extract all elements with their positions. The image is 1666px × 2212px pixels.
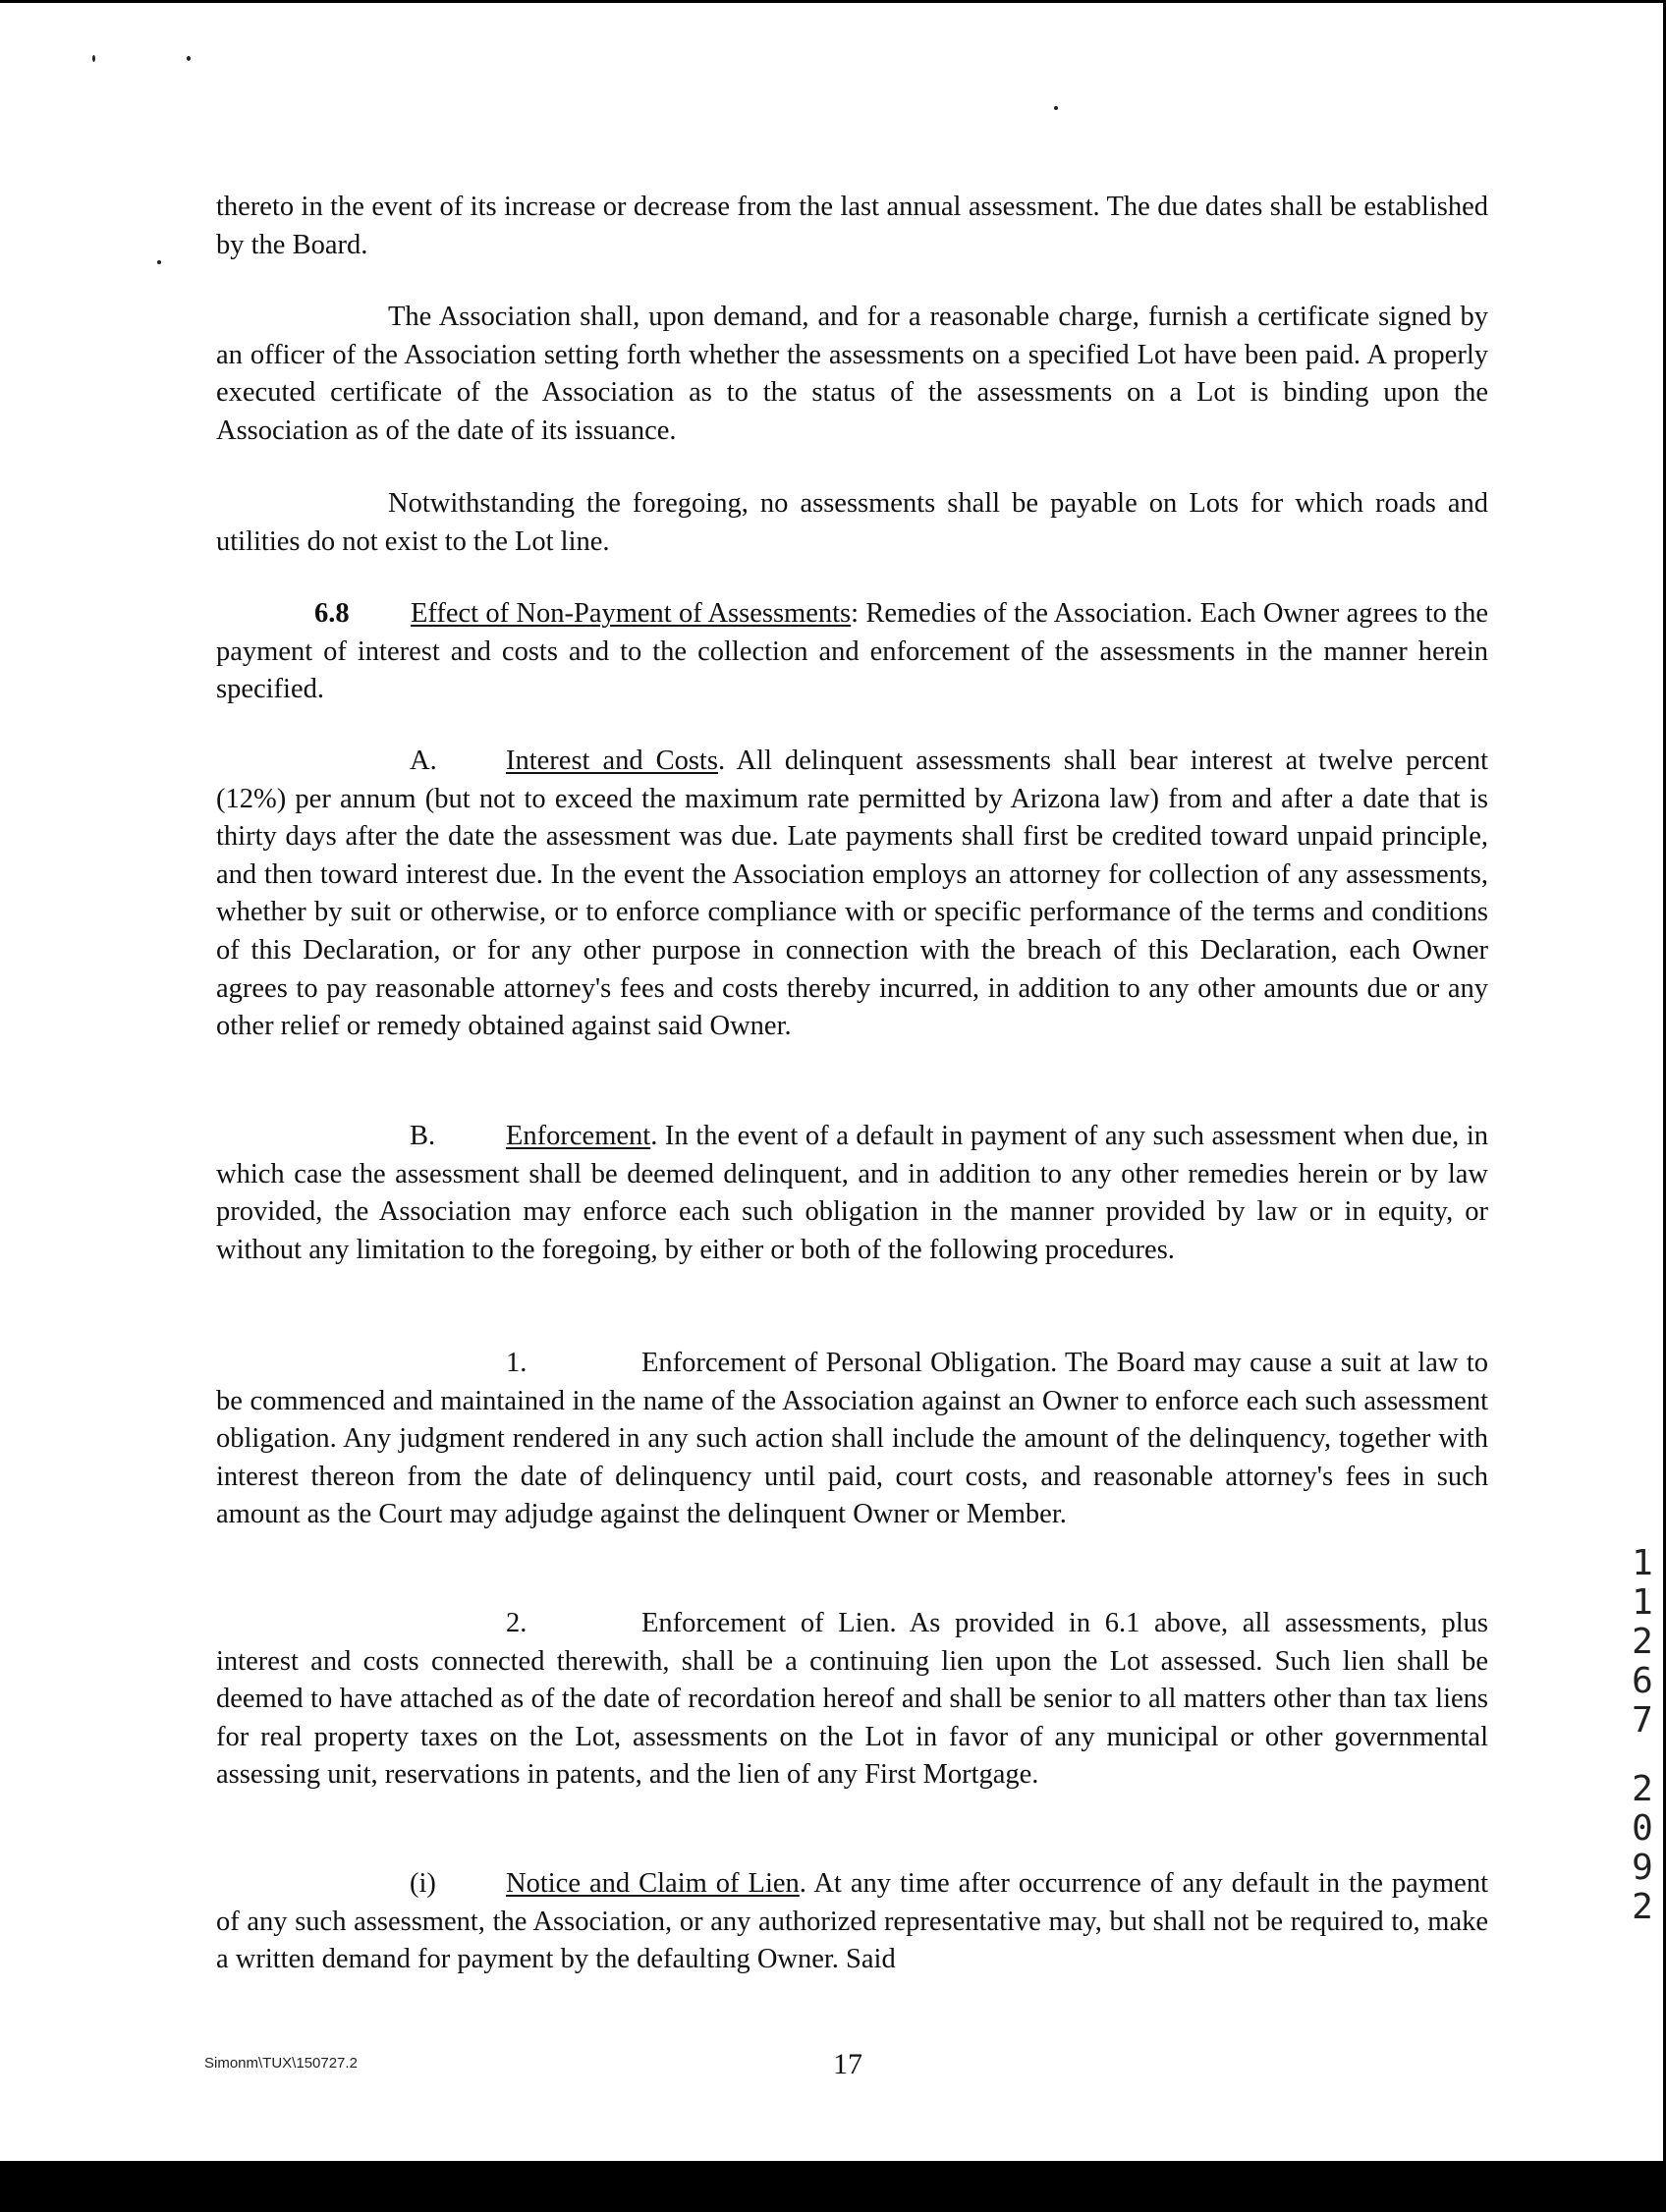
paragraph-certificate: The Association shall, upon demand, and for a reasonable charge, furnish a certificate signed by an officer of the Association setting forth whether the assessments on a specified Lot have been paid. A properly executed certificate of the Association as to the status of the assessments on a Lot is binding upon the Association as of the date of its issuance. [216, 302, 1488, 446]
stamp-digit: 2 [1632, 1622, 1653, 1662]
scan-speck [92, 55, 95, 62]
stamp-digit: 6 [1632, 1661, 1653, 1701]
scan-bottom-bar [0, 2161, 1666, 2212]
footer-document-id: Simonm\TUX\150727.2 [204, 2055, 358, 2072]
paragraph-notwithstanding: Notwithstanding the foregoing, no assessments shall be payable on Lots for which roads and utilities do not exist to the Lot line. [216, 488, 1488, 557]
item-1: 1. Enforcement of Personal Obligation. The Board may cause a suit at law to be commenced and maintained in the name of the Association against an Owner to enforce each such assessment obligation. Any judgment rendered in any such action shall include the amount of the delinquency, together with interest thereon from the date of delinquency until paid, court costs, and reasonable attorney's fees in such amount as the Court may adjudge against the delinquent Owner or Member. [216, 1345, 1488, 1534]
subsection-b: B. Enforcement. In the event of a default in payment of any such assessment when due, in which case the assessment shall be deemed delinquent, and in addition to any other remedies herein or by law provided, the Association may enforce each such obligation in the manner provided by law or in equity, or without any limitation to the foregoing, by either or both of the following procedures. [216, 1118, 1488, 1269]
stamp-digit: 1 [1632, 1543, 1653, 1583]
scan-speck [1054, 106, 1058, 110]
section-number: 6.8 [314, 598, 350, 629]
stamp-digit: 9 [1632, 1848, 1653, 1888]
stamp-digit: 2 [1632, 1769, 1653, 1809]
scan-speck [157, 260, 161, 264]
subsection-heading: Enforcement [506, 1121, 651, 1151]
stamp-gap [1623, 1741, 1662, 1770]
item-2: 2. Enforcement of Lien. As provided in 6.1 above, all assessments, plus interest and costs connected therewith, shall be a continuing lien upon the Lot assessed. Such lien shall be deemed to have attached as of the date of recordation hereof and shall be senior to all matters other than tax liens for real property taxes on the Lot, assessments on the Lot in favor of any municipal or other governmental assessing unit, reservations in patents, and the lien of any First Mortgage. [216, 1605, 1488, 1795]
paragraph-due-dates: thereto in the event of its increase or decrease from the last annual assessment. The due dates shall be established by the Board. [216, 192, 1488, 260]
subsection-a: A. Interest and Costs. All delinquent assessments shall bear interest at twelve percent (12%) per annum (but not to exceed the maximum rate permitted by Arizona law) from and after a date that is thirty days after the date the assessment was due. Late payments shall first be credited toward unpaid principle, and then toward interest due. In the event the Association employs an attorney for collection of any assessments, whether by suit or otherwise, or to enforce compliance with or specific performance of the terms and conditions of this Declaration, or for any other purpose in connection with the breach of this Declaration, each Owner agrees to pay reasonable attorney's fees and costs thereby incurred, in addition to any other amounts due or any other relief or remedy obtained against said Owner. [216, 743, 1488, 1046]
section-heading: Effect of Non-Payment of Assessments [411, 598, 852, 629]
item-heading: Notice and Claim of Lien [506, 1868, 800, 1899]
recording-stamp [1623, 1544, 1662, 1927]
stamp-digit: 1 [1632, 1582, 1653, 1623]
scan-speck [187, 56, 191, 61]
item-label: (i) [410, 1868, 436, 1899]
subsection-label: B. [410, 1121, 436, 1151]
item-label: 1. [506, 1348, 528, 1378]
subsection-label: A. [410, 746, 437, 776]
stamp-digit: 7 [1632, 1700, 1653, 1741]
page-top-border [0, 0, 1666, 3]
stamp-digit: 0 [1632, 1808, 1653, 1849]
section-6-8: 6.8 Effect of Non-Payment of Assessments: Remedies of the Association. Each Owner agrees to the payment of interest and costs and to the collection and enforcement of the assessments in the manner herein specified. [216, 595, 1488, 709]
item-i: (i) Notice and Claim of Lien. At any time after occurrence of any default in the payment of any such assessment, the Association, or any authorized representative may, but shall not be required to, make a written demand for payment by the defaulting Owner. Said [216, 1865, 1488, 1979]
item-label: 2. [506, 1608, 528, 1638]
footer-page-number: 17 [833, 2048, 862, 2080]
stamp-digit: 2 [1632, 1887, 1653, 1927]
subsection-heading: Interest and Costs [506, 746, 718, 776]
